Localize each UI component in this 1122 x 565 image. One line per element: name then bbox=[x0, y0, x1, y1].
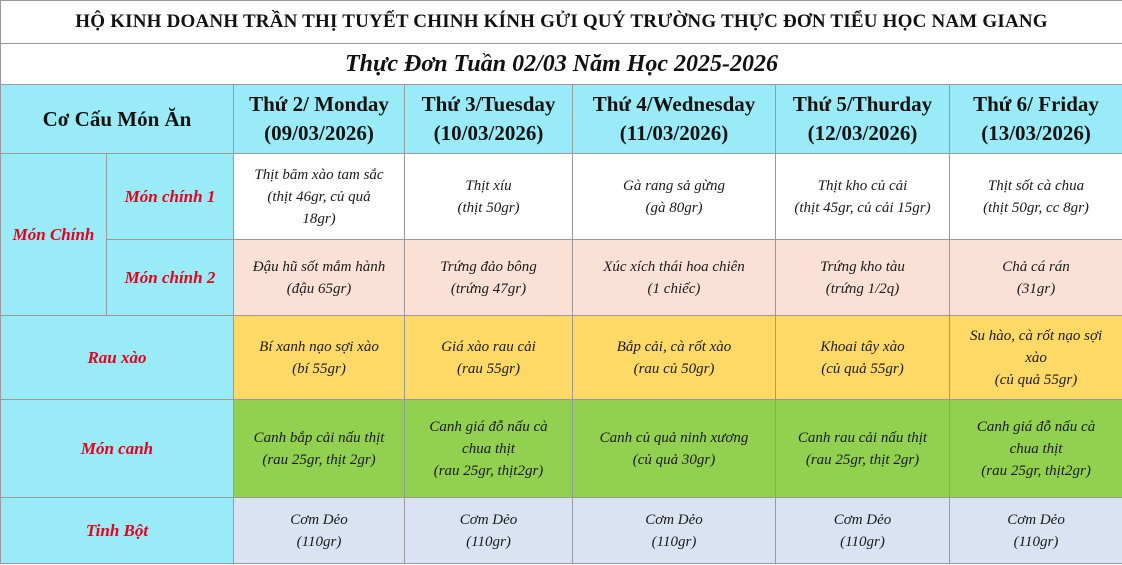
day-date: (12/03/2026) bbox=[807, 121, 918, 145]
menu-item-line: Su hào, cà rốt nạo sợi bbox=[969, 327, 1103, 344]
menu-item-line: (thịt 46gr, củ quả bbox=[267, 188, 371, 205]
menu-item-line: Thịt kho củ cải bbox=[817, 177, 908, 194]
menu-item-line: (thịt 50gr) bbox=[457, 199, 520, 216]
menu-cell bbox=[405, 498, 573, 564]
day-header bbox=[234, 85, 405, 154]
menu-item-line: (củ quả 55gr) bbox=[994, 371, 1078, 388]
menu-cell bbox=[776, 400, 950, 498]
day-name: Thứ 2/ Monday bbox=[249, 92, 389, 116]
menu-cell bbox=[573, 498, 776, 564]
menu-item-line: (110gr) bbox=[466, 533, 511, 550]
day-name: Thứ 6/ Friday bbox=[973, 92, 1099, 116]
menu-item-line: Thịt sốt cà chua bbox=[987, 177, 1085, 194]
menu-cell bbox=[405, 240, 573, 316]
week-title: Thực Đơn Tuần 02/03 Năm Học 2025-2026 bbox=[1, 44, 1122, 85]
menu-cell bbox=[950, 154, 1122, 240]
menu-cell bbox=[950, 240, 1122, 316]
menu-item-line: (gà 80gr) bbox=[645, 199, 703, 216]
menu-item-line: Thịt xíu bbox=[465, 177, 512, 194]
menu-item-line: (rau 55gr) bbox=[457, 360, 520, 377]
menu-cell bbox=[573, 240, 776, 316]
menu-item-line: (110gr) bbox=[651, 533, 697, 550]
menu-item-line: (110gr) bbox=[1013, 533, 1059, 550]
menu-cell bbox=[573, 316, 776, 400]
menu-item-line: (thịt 45gr, củ cải 15gr) bbox=[794, 199, 931, 216]
menu-item-line: Khoai tây xào bbox=[820, 338, 905, 355]
menu-item-line: Gà rang sả gừng bbox=[623, 177, 725, 194]
category-main-group: Món Chính bbox=[1, 154, 107, 316]
menu-item-line: chua thịt bbox=[1009, 440, 1063, 457]
menu-item-line: Cơm Dẻo bbox=[833, 511, 892, 528]
menu-item-line: (đậu 65gr) bbox=[286, 280, 352, 297]
menu-cell bbox=[405, 400, 573, 498]
menu-cell bbox=[234, 498, 405, 564]
menu-cell bbox=[573, 154, 776, 240]
menu-item-line: Trứng kho tàu bbox=[820, 258, 905, 275]
menu-item-line: (rau 25gr, thịt 2gr) bbox=[262, 451, 376, 468]
menu-cell bbox=[950, 316, 1122, 400]
menu-cell bbox=[776, 154, 950, 240]
menu-item-line: (rau 25gr, thịt 2gr) bbox=[805, 451, 920, 468]
menu-cell bbox=[234, 154, 405, 240]
menu-item-line: Canh rau cải nấu thịt bbox=[797, 429, 928, 446]
menu-item-line: (thịt 50gr, cc 8gr) bbox=[983, 199, 1089, 216]
menu-item-line: Xúc xích thái hoa chiên bbox=[603, 258, 745, 275]
menu-cell bbox=[573, 400, 776, 498]
menu-item-line: Cơm Dẻo bbox=[459, 511, 518, 528]
menu-item-line: (trứng 47gr) bbox=[450, 280, 527, 297]
menu-cell bbox=[776, 240, 950, 316]
menu-cell bbox=[776, 498, 950, 564]
menu-item-line: (củ quả 55gr) bbox=[821, 360, 904, 377]
menu-item-line: Thịt băm xào tam sắc bbox=[254, 166, 384, 183]
menu-item-line: Đậu hũ sốt mắm hành bbox=[252, 258, 386, 275]
day-name: Thứ 5/Thurday bbox=[792, 92, 933, 116]
menu-cell bbox=[405, 154, 573, 240]
menu-item-line: Cơm Dẻo bbox=[645, 511, 703, 528]
business-banner: HỘ KINH DOANH TRẦN THỊ TUYẾT CHINH KÍNH GỬI QUÝ TRƯỜNG THỰC ĐƠN TIỂU HỌC NAM GIANG bbox=[1, 1, 1122, 44]
category-vegetable: Rau xào bbox=[1, 316, 234, 400]
category-starch: Tinh Bột bbox=[1, 498, 234, 564]
category-main-2: Món chính 2 bbox=[107, 240, 234, 316]
menu-item-line: (rau 25gr, thịt2gr) bbox=[433, 462, 544, 479]
menu-item-line: Cơm Dẻo bbox=[290, 511, 348, 528]
menu-cell bbox=[950, 400, 1122, 498]
menu-item-line: xào bbox=[1025, 349, 1047, 366]
day-name: Thứ 3/Tuesday bbox=[421, 92, 556, 116]
menu-item-line: Canh củ quả ninh xương bbox=[599, 429, 749, 446]
menu-item-line: (31gr) bbox=[1016, 280, 1056, 297]
menu-cell bbox=[234, 240, 405, 316]
day-header bbox=[776, 85, 950, 154]
day-header bbox=[405, 85, 573, 154]
menu-item-line: Trứng đảo bông bbox=[440, 258, 537, 275]
menu-item-line: 18gr) bbox=[302, 210, 336, 227]
menu-item-line: (trứng 1/2q) bbox=[825, 280, 900, 297]
category-main-1: Món chính 1 bbox=[107, 154, 234, 240]
menu-item-line: Cơm Dẻo bbox=[1007, 511, 1065, 528]
menu-cell bbox=[234, 316, 405, 400]
day-date: (11/03/2026) bbox=[619, 121, 729, 145]
day-date: (10/03/2026) bbox=[433, 121, 544, 145]
menu-cell bbox=[950, 498, 1122, 564]
menu-item-line: Giá xào rau cải bbox=[441, 338, 536, 355]
day-date: (09/03/2026) bbox=[264, 121, 374, 145]
structure-header: Cơ Cấu Món Ăn bbox=[1, 85, 234, 154]
day-name: Thứ 4/Wednesday bbox=[592, 92, 756, 116]
menu-item-line: (110gr) bbox=[840, 533, 885, 550]
menu-item-line: (rau củ 50gr) bbox=[633, 360, 715, 377]
menu-item-line: Canh bắp cải nấu thịt bbox=[253, 429, 385, 446]
menu-item-line: (bí 55gr) bbox=[292, 360, 346, 377]
day-header bbox=[573, 85, 776, 154]
day-date: (13/03/2026) bbox=[981, 121, 1091, 145]
menu-item-line: Canh giá đỗ nấu cà bbox=[429, 418, 548, 435]
menu-item-line: (rau 25gr, thịt2gr) bbox=[981, 462, 1091, 479]
menu-item-line: (110gr) bbox=[296, 533, 342, 550]
category-soup: Món canh bbox=[1, 400, 234, 498]
menu-cell bbox=[234, 400, 405, 498]
menu-item-line: Canh giá đỗ nấu cà bbox=[976, 418, 1096, 435]
menu-item-line: Bắp cải, cà rốt xào bbox=[616, 338, 732, 355]
menu-item-line: (củ quả 30gr) bbox=[632, 451, 716, 468]
day-header bbox=[950, 85, 1122, 154]
menu-item-line: Bí xanh nạo sợi xào bbox=[259, 338, 379, 355]
menu-cell bbox=[776, 316, 950, 400]
menu-item-line: Chả cá rán bbox=[1002, 258, 1070, 275]
menu-item-line: (1 chiếc) bbox=[647, 280, 701, 297]
menu-item-line: chua thịt bbox=[462, 440, 515, 457]
menu-cell bbox=[405, 316, 573, 400]
